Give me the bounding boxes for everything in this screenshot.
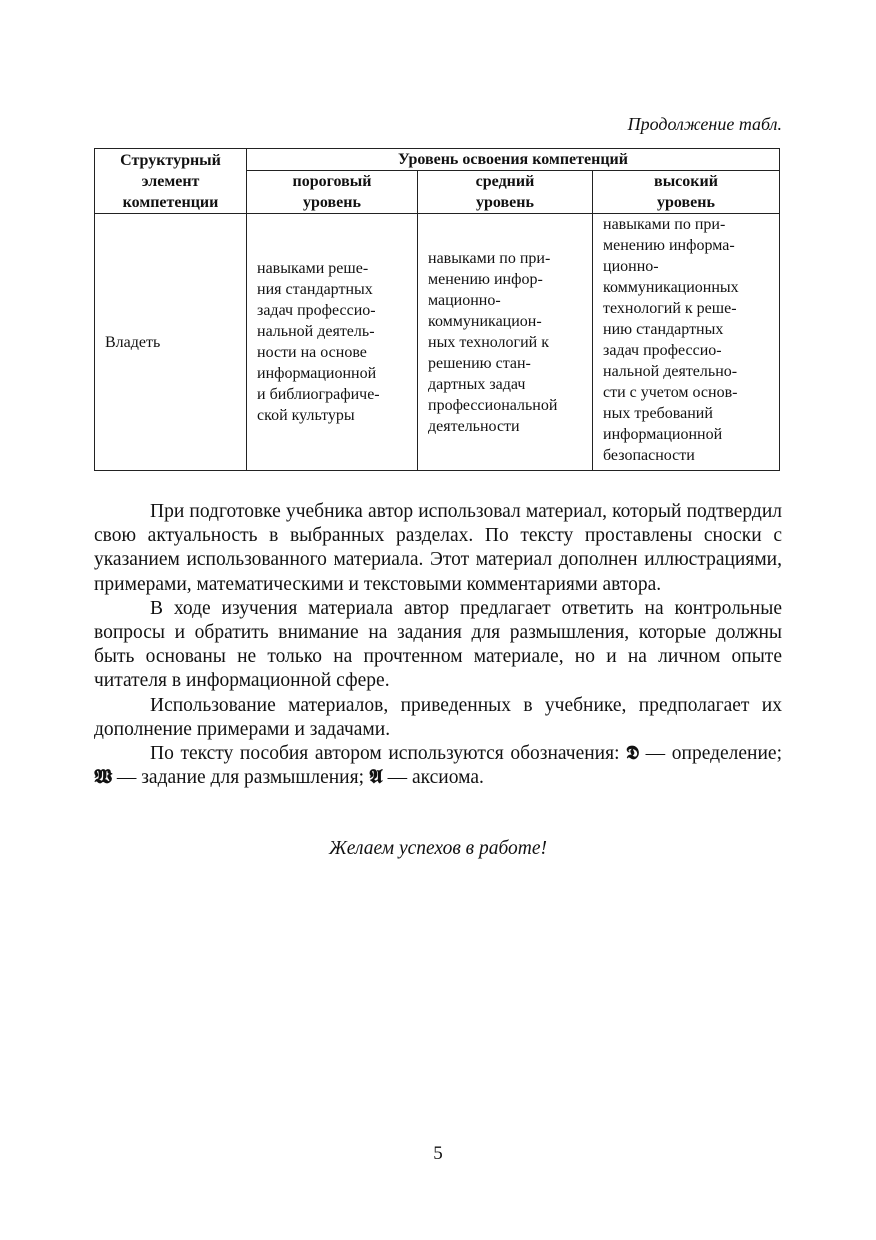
cell-line: дартных задач [428,375,526,393]
cell-line: ской культуры [257,407,355,424]
cell-line: информационной [257,365,377,382]
notation-task-text: — задание для размышления; [111,767,369,789]
paragraph: При подготовке учебника автор использовал материал, который подтвердил свою актуальность в выбранных разделах. По тексту проставлены сноски с указанием использованного материала. Этот материал дополнен иллюстрациями, примерами, математическими и текстовыми комментариями автора. [94,501,782,595]
cell-line: профессиональной [428,396,558,414]
cell-line: задач профессио- [257,302,376,319]
header-threshold-level [247,171,418,214]
notation-paragraph [94,742,782,790]
cell-line: навыками по при- [603,216,726,233]
header-medium-level [418,171,593,214]
cell-line: безопасности [603,447,695,464]
cell-line: нию стандартных [603,321,724,338]
task-symbol-icon: 𝖂 [94,767,112,789]
cell-line: коммуникацион- [428,312,542,330]
header-structural-element [95,149,247,214]
header-line: высокий [654,173,718,190]
header-line: элемент [141,172,200,190]
cell-threshold [247,214,418,471]
cell-line: навыками реше- [257,260,369,277]
closing-wish: Желаем успехов в работе! [328,838,548,859]
cell-line: сти с учетом основ- [603,384,738,401]
cell-line: решению стан- [428,354,531,372]
cell-line: ных технологий к [428,333,549,351]
table-row [95,214,780,471]
cell-element-name: Владеть [95,214,247,471]
header-line: уровень [657,194,715,211]
header-level-group: Уровень освоения компетенций [247,149,780,171]
cell-line: коммуникационных [603,279,739,296]
paragraph: В ходе изучения материала автор предлагает ответить на контрольные вопросы и обратить внимание на задания для размышления, которые должны быть основаны не только на прочтенном материале, но и на личном опыте читателя в информационной сфере. [94,597,782,692]
cell-line: информационной [603,426,723,443]
table-continuation-label: Продолжение табл. [627,114,782,134]
cell-line: задач профессио- [603,342,722,359]
paragraph: Использование материалов, приведенных в учебнике, предполагает их дополнение примерами и задачами. [94,694,782,740]
notation-definition-text: — определение; [639,743,782,765]
cell-line: ности на основе [257,344,367,361]
header-line: средний [475,173,535,190]
cell-line: ных требований [603,405,713,422]
header-line: уровень [476,194,534,211]
cell-line: деятельности [428,417,520,435]
cell-line: мационно- [428,291,501,309]
cell-line: ния стандартных [257,281,373,298]
header-line: компетенции [122,193,219,211]
header-line: пороговый [292,173,372,190]
header-line: Структурный [120,151,221,169]
notation-axiom-text: — аксиома. [382,767,484,789]
cell-line: и библиографиче- [257,386,380,403]
axiom-symbol-icon: 𝕬 [368,767,383,789]
definition-symbol-icon: 𝕯 [626,743,640,765]
cell-text [422,248,588,437]
table-header-row [95,149,780,171]
cell-line: менению информа- [603,237,735,254]
cell-medium [418,214,593,471]
header-line: уровень [303,194,361,211]
header-high-level [593,171,780,214]
competency-table [94,148,780,471]
cell-line: технологий к реше- [603,300,737,317]
notation-intro: По тексту пособия автором используются обозначения: [150,743,627,765]
cell-high [593,214,780,471]
page-number: 5 [433,1143,443,1164]
cell-line: менению инфор- [428,270,543,288]
body-text [94,500,782,790]
cell-line: нальной деятельно- [603,363,738,380]
cell-text [251,258,413,426]
cell-line: нальной деятель- [257,323,375,340]
cell-text [597,214,775,466]
cell-line: ционно- [603,258,659,275]
cell-line: навыками по при- [428,249,551,267]
